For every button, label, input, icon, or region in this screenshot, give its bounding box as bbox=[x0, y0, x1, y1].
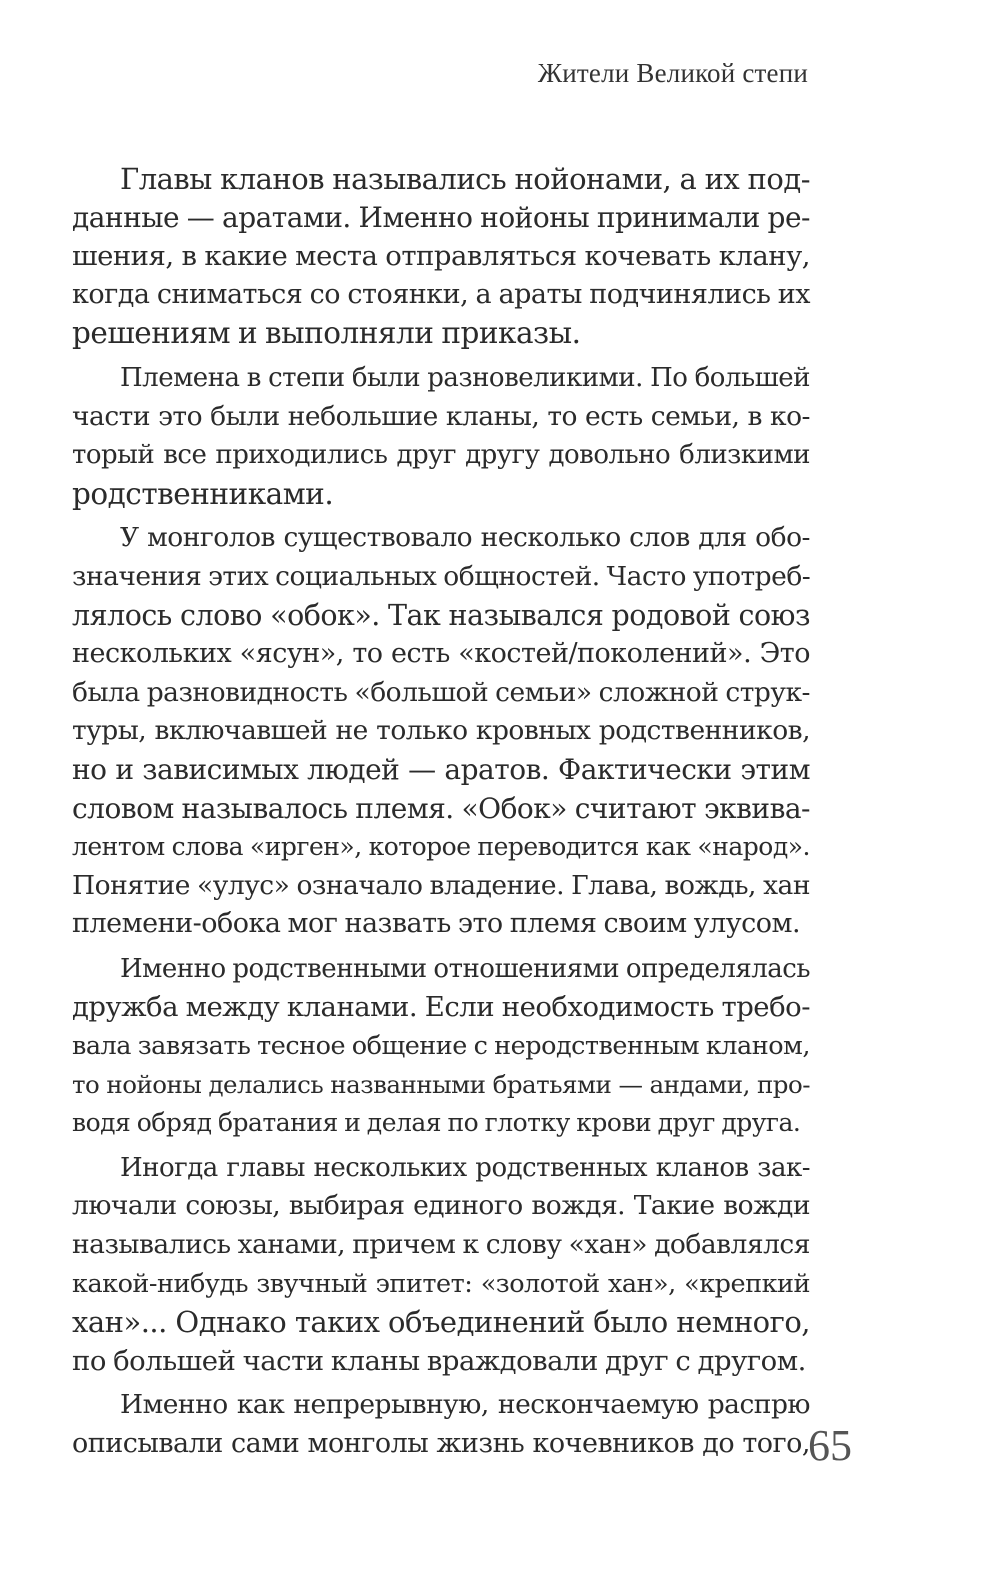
text-line: Главы кланов назывались нойонами, а их под- bbox=[120, 162, 810, 196]
text-line: туры, включавшей не только кровных родственников, bbox=[72, 715, 810, 747]
text-line: по большей части кланы враждовали друг с другом. bbox=[72, 1344, 806, 1377]
paragraph-3 bbox=[72, 519, 810, 944]
text-line: лялось слово «обок». Так назывался родовой союз bbox=[72, 598, 810, 632]
text-line: нескольких «ясун», то есть «костей/поколений». Это bbox=[72, 638, 810, 670]
text-line: но и зависимых людей — аратов. Фактически этим bbox=[72, 752, 810, 786]
text-line: шения, в какие места отправляться кочевать клану, bbox=[72, 240, 810, 273]
text-line: лючали союзы, выбирая единого вождя. Такие вожди bbox=[72, 1190, 810, 1222]
text-line: значения этих социальных общностей. Часто употреб- bbox=[72, 560, 811, 592]
text-line: Понятие «улус» означало владение. Глава, вождь, хан bbox=[72, 869, 810, 901]
text-line: решениям и выполняли приказы. bbox=[72, 316, 581, 351]
paragraph-2 bbox=[72, 359, 810, 513]
text-line: части это были небольшие кланы, то есть семьи, в ко- bbox=[72, 400, 810, 432]
paragraph-1 bbox=[72, 160, 810, 353]
text-line: то нойоны делались названными братьями — андами, про- bbox=[72, 1069, 810, 1099]
text-line: Именно как непрерывную, нескончаемую распрю bbox=[120, 1389, 810, 1421]
page-number: 65 bbox=[808, 1421, 852, 1470]
text-line: описывали сами монголы жизнь кочевников до того, bbox=[72, 1428, 810, 1459]
text-line: У монголов существовало несколько слов для обо- bbox=[120, 522, 810, 554]
text-line: вала завязать тесное общение с неродственным кланом, bbox=[72, 1031, 810, 1062]
text-line: словом называлось племя. «Обок» считают эквива- bbox=[72, 791, 810, 825]
text-line: какой-нибудь звучный эпитет: «золотой хан», «крепкий bbox=[72, 1268, 810, 1299]
text-line: водя обряд братания и делая по глотку крови друг друга. bbox=[72, 1108, 801, 1138]
text-line: была разновидность «большой семьи» сложной струк- bbox=[72, 676, 810, 708]
paragraph-4 bbox=[72, 950, 810, 1143]
text-line: когда сниматься со стоянки, а араты подчинялись их bbox=[72, 278, 810, 310]
text-line: Иногда главы нескольких родственных кланов зак- bbox=[120, 1152, 810, 1183]
text-line: дружба между кланами. Если необходимость требо- bbox=[72, 991, 810, 1024]
text-line: назывались ханами, причем к слову «хан» добавлялся bbox=[72, 1229, 810, 1261]
text-line: данные — аратами. Именно нойоны принимали ре- bbox=[72, 200, 810, 234]
text-line: родственниками. bbox=[72, 476, 334, 511]
body-text bbox=[72, 160, 810, 1470]
text-line: Племена в степи были разновеликими. По большей bbox=[120, 362, 810, 393]
running-header: Жители Великой степи bbox=[537, 58, 808, 88]
text-line: хан»... Однако таких объединений было немного, bbox=[72, 1305, 810, 1340]
text-line: торый все приходились друг другу довольно близкими bbox=[72, 440, 810, 471]
text-line: лентом слова «ирген», которое переводится как «народ». bbox=[72, 832, 810, 862]
text-line: Именно родственными отношениями определялась bbox=[120, 953, 810, 984]
paragraph-5 bbox=[72, 1149, 810, 1381]
text-line: племени-обока мог назвать это племя своим улусом. bbox=[72, 908, 801, 940]
paragraph-6 bbox=[72, 1386, 810, 1463]
